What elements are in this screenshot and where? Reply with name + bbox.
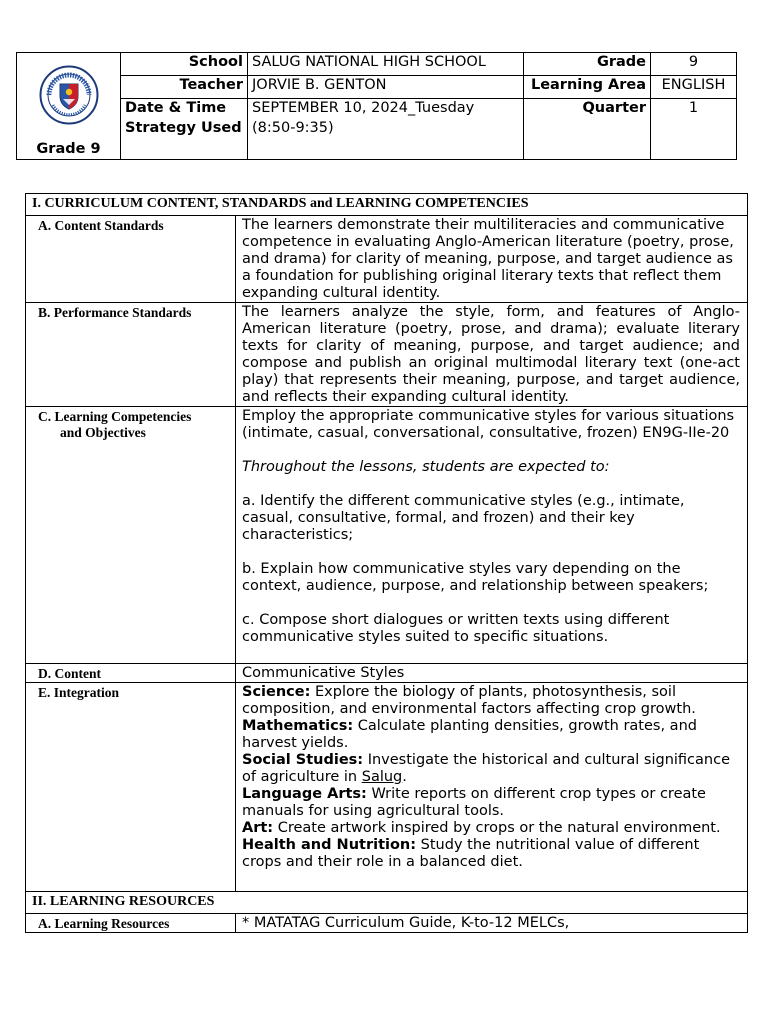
grade-side-label: Grade 9 [36,140,101,157]
integration-science [242,684,740,718]
performance-standards-label: B. Performance Standards [26,303,236,407]
curriculum-table [25,193,748,933]
grade-label: Grade [524,53,651,76]
objective-c: c. Compose short dialogues or written texts using different communicative styles suited to specific situations. [242,612,670,645]
grade-value: 9 [651,53,737,76]
competencies-row [26,407,748,664]
math-text: Calculate planting densities, growth rates, and harvest yields. [242,718,697,751]
learning-area-label: Learning Area [524,76,651,99]
language-arts-label: Language Arts: [242,786,367,802]
section-2-title: II. LEARNING RESOURCES [26,892,748,914]
quarter-value: 1 [651,99,737,160]
deped-seal-logo [39,65,99,132]
content-standards-row [26,216,748,303]
school-value: SALUG NATIONAL HIGH SCHOOL [248,53,524,76]
school-label: School [121,53,248,76]
learning-area-value: ENGLISH [651,76,737,99]
content-standards-label: A. Content Standards [26,216,236,303]
social-place: Salug [361,769,403,785]
competencies-label [26,407,236,664]
integration-row [26,683,748,892]
art-text: Create artwork inspired by crops or the natural environment. [273,820,721,836]
learning-resources-text: * MATATAG Curriculum Guide, K-to-12 MELCs, [236,914,748,933]
health-label: Health and Nutrition: [242,837,417,853]
content-text: Communicative Styles [236,664,748,683]
content-row [26,664,748,683]
section-1-title: I. CURRICULUM CONTENT, STANDARDS and LEARNING COMPETENCIES [26,194,748,216]
teacher-label: Teacher [121,76,248,99]
math-label: Mathematics: [242,718,354,734]
art-label: Art: [242,820,274,836]
performance-standards-row [26,303,748,407]
science-label: Science: [242,684,311,700]
logo-cell [17,53,121,160]
content-standards-text: The learners demonstrate their multiliteracies and communicative competence in evaluating Anglo-American literature (poetry, prose, and drama) for clarity of meaning, purpose, and target audience as a foundation for publishing original literary texts that reflect them expanding cultural identity. [236,216,748,303]
performance-standards-text: The learners analyze the style, form, and features of Anglo-American literature (poetry, prose, and drama); evaluate literary texts for clarity of meaning, purpose, and target audience; and compose and publish an original multimodal literary text (one-act play) that represents their meaning, purpose, and target audience, and reflects their expanding cultural identity. [236,303,748,407]
competency-expectation: Throughout the lessons, students are expected to: [242,459,610,475]
social-label: Social Studies: [242,752,364,768]
teacher-value: JORVIE B. GENTON [248,76,524,99]
health-text: Study the nutritional value of different crops and their role in a balanced diet. [242,837,700,870]
integration-social [242,752,740,786]
competencies-label-line2: and Objectives [60,425,146,440]
competencies-text [236,407,748,664]
integration-health [242,837,740,871]
date-strategy-value: SEPTEMBER 10, 2024_Tuesday (8:50-9:35) [248,99,524,160]
integration-math [242,718,740,752]
social-text: Investigate the historical and cultural significance of agriculture in [242,752,730,785]
integration-text [236,683,748,892]
social-end: . [402,769,407,785]
content-label: D. Content [26,664,236,683]
date-strategy-label: Date & Time Strategy Used [121,99,248,160]
learning-resources-row [26,914,748,933]
integration-language-arts [242,786,740,820]
science-text: Explore the biology of plants, photosynthesis, soil composition, and environmental factors affecting crop growth. [242,684,696,717]
learning-resources-label: A. Learning Resources [26,914,236,933]
competencies-label-line1: C. Learning Competencies [38,409,192,424]
integration-art [242,820,740,837]
objective-a: a. Identify the different communicative styles (e.g., intimate, casual, consultative, formal, and frozen) and their key characteristics; [242,493,685,543]
competency-intro: Employ the appropriate communicative styles for various situations (intimate, casual, conversational, consultative, frozen) EN9G-IIe-20 [242,408,735,441]
integration-label: E. Integration [26,683,236,892]
header-table [16,52,737,160]
quarter-label: Quarter [524,99,651,160]
objective-b: b. Explain how communicative styles vary depending on the context, audience, purpose, and relationship between speakers; [242,561,709,594]
language-arts-text: Write reports on different crop types or create manuals for using agricultural tools. [242,786,706,819]
